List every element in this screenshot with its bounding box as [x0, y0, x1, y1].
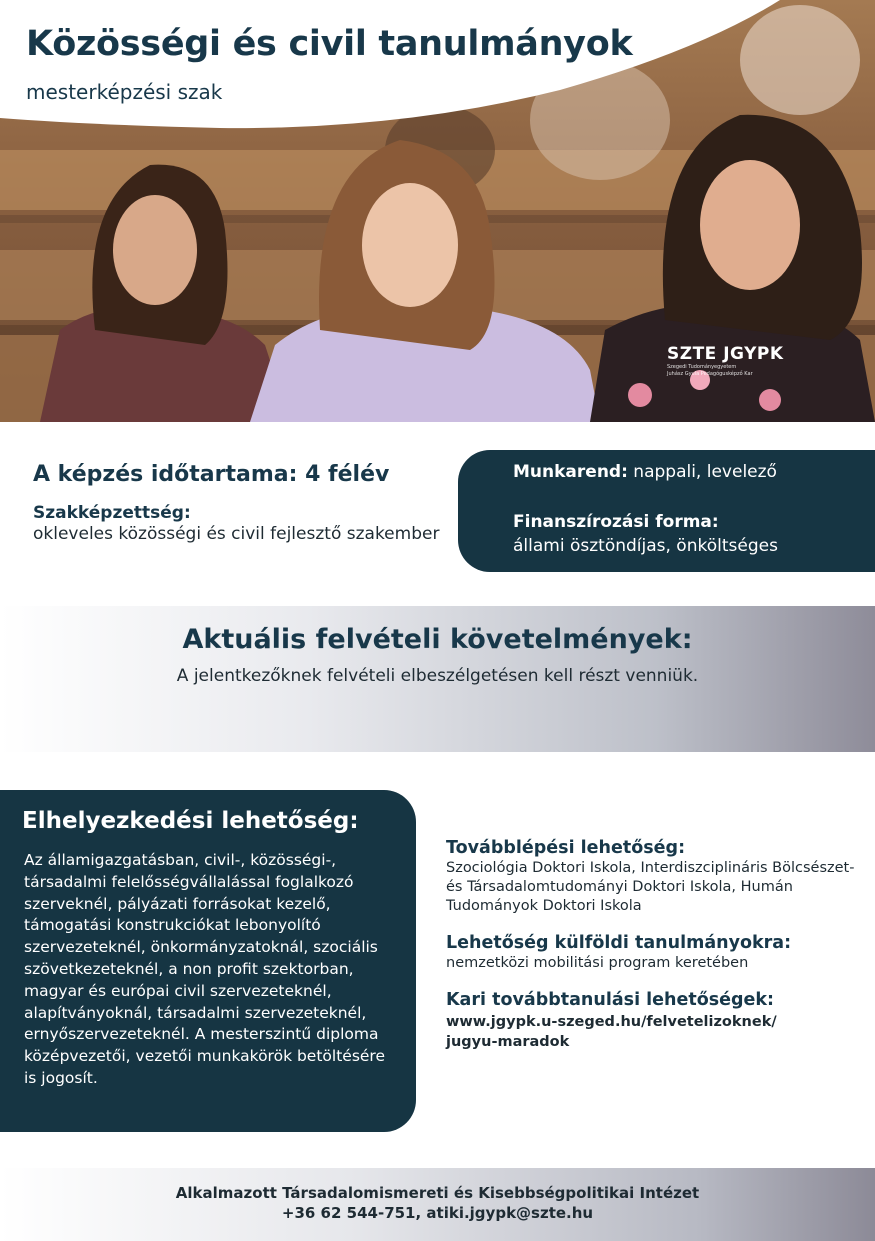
logo-small-line-2: Juhász Gyula Pedagógusképző Kar: [667, 371, 753, 377]
faculty-link-line-2[interactable]: jugyu-maradok: [446, 1034, 570, 1050]
faculty-link[interactable]: [446, 1012, 866, 1052]
opportunities-column: [446, 838, 866, 1069]
qualification-value: okleveles közösségi és civil fejlesztő szakember: [33, 524, 440, 544]
page-title: Közösségi és civil tanulmányok: [26, 24, 633, 64]
page-subtitle: mesterképzési szak: [26, 80, 223, 104]
title-block: [26, 24, 632, 104]
schedule-label: Munkarend:: [513, 462, 628, 482]
qualification-label: Szakképzettség:: [33, 503, 191, 523]
funding-label-row: [513, 512, 719, 532]
abroad-title: Lehetőség külföldi tanulmányokra:: [446, 933, 792, 953]
faculty-title: Kari továbbtanulási lehetőségek:: [446, 990, 775, 1010]
footer-contact[interactable]: +36 62 544-751, atiki.jgypk@szte.hu: [281, 1204, 594, 1222]
requirements-title: Aktuális felvételi követelmények:: [182, 624, 693, 655]
footer-institute: Alkalmazott Társadalomismereti és Kisebbségpolitikai Intézet: [175, 1184, 700, 1202]
schedule-row: [513, 462, 777, 482]
requirements-band: [0, 606, 875, 752]
abroad-section: [446, 933, 866, 973]
logo-text: SZTE JGYPK: [667, 344, 784, 364]
hero-photo: [0, 0, 875, 422]
employment-text: Az államigazgatásban, civil-, közösségi-, társadalmi felelősségvállalással foglalkozó szerveknél, pályázati forrásokat kezelő, támogatási konstrukciókat lebonyolító szervezeteknél, önkormányzatoknál, szociális szövetkezeteknél, a non profit szektorban, magyar és európai civil szervezeteknél, alapítványoknál, társadalmi szervezeteknél, ernyőszervezeteknél. A mesterszintű diploma középvezetői, vezetői munkakörök betöltésére is jogosít.: [24, 851, 386, 1087]
footer: [0, 1168, 875, 1241]
employment-title: Elhelyezkedési lehetőség:: [22, 808, 359, 834]
funding-label: Finanszírozási forma:: [513, 512, 719, 532]
university-logo: [667, 344, 784, 378]
employment-box: [0, 790, 416, 1132]
further-text: Szociológia Doktori Iskola, Interdiszciplináris Bölcsészet- és Társadalomtudományi Doktori Iskola, Humán Tudományok Doktori Iskola: [446, 860, 855, 914]
schedule-value: nappali, levelező: [633, 462, 777, 482]
requirements-text: A jelentkezőknek felvételi elbeszélgetésen kell részt venniük.: [176, 666, 699, 686]
program-info: [33, 462, 443, 546]
abroad-text: nemzetközi mobilitási program keretében: [446, 955, 749, 971]
schedule-funding-box: [458, 450, 875, 572]
funding-value: állami ösztöndíjas, önköltséges: [513, 536, 778, 556]
further-title: Továbblépési lehetőség:: [446, 838, 686, 858]
duration: A képzés időtartama: 4 félév: [33, 462, 390, 487]
faculty-link-line-1[interactable]: www.jgypk.u-szeged.hu/felvetelizoknek/: [446, 1014, 777, 1030]
faculty-section: [446, 990, 866, 1052]
further-section: [446, 838, 866, 916]
logo-small-line-1: Szegedi Tudományegyetem: [667, 364, 737, 370]
